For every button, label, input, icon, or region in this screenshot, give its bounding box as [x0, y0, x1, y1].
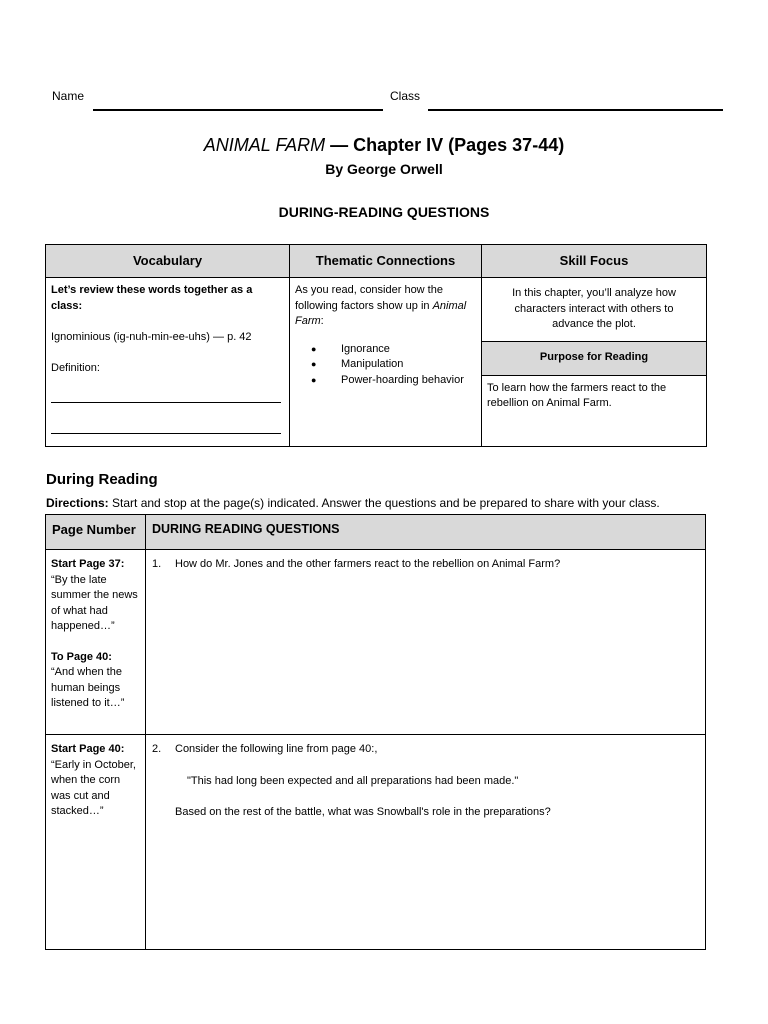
page-range-cell — [46, 735, 146, 950]
purpose-text: To learn how the farmers react to the rebellion on Animal Farm. — [482, 375, 707, 447]
directions: Directions: Start and stop at the page(s) indicated. Answer the questions and be prepared to share with your class. — [46, 496, 660, 510]
name-input-line[interactable] — [93, 109, 383, 111]
thematic-header: Thematic Connections — [290, 245, 482, 278]
questions-table — [45, 514, 706, 950]
start-quote: “Early in October, when the corn was cut and stacked…” — [51, 758, 136, 817]
thematic-cell — [290, 278, 482, 447]
skill-focus-header: Skill Focus — [482, 245, 707, 278]
definition-line-1[interactable] — [51, 402, 281, 403]
vocab-word: Ignominious (ig-nuh-min-ee-uhs) — p. 42 — [51, 331, 252, 343]
question-text: How do Mr. Jones and the other farmers react to the rebellion on Animal Farm? — [175, 558, 561, 570]
table-row — [46, 550, 706, 735]
vocab-intro: Let’s review these words together as a class: — [51, 284, 253, 312]
name-label: Name — [52, 89, 85, 103]
start-page-label: Start Page 37: — [51, 558, 125, 570]
table-row — [46, 735, 706, 950]
title-chapter: — Chapter IV (Pages 37-44) — [325, 135, 565, 155]
questions-header: DURING READING QUESTIONS — [146, 515, 706, 550]
vocabulary-header: Vocabulary — [46, 245, 290, 278]
definition-line-2[interactable] — [51, 433, 281, 434]
followup-question: Based on the rest of the battle, what was Snowball's role in the preparations? — [175, 806, 551, 818]
purpose-header: Purpose for Reading — [482, 341, 707, 375]
question-number: 1. — [152, 558, 162, 570]
question-cell[interactable] — [146, 550, 706, 735]
skill-focus-text: In this chapter, you’ll analyze how characters interact with others to advance the plot. — [482, 278, 707, 342]
list-item: ● Ignorance — [325, 342, 476, 358]
end-quote: “And when the human beings listened to it…” — [51, 666, 125, 709]
section-heading: DURING-READING QUESTIONS — [278, 204, 490, 220]
start-page-label: Start Page 40: — [51, 743, 125, 755]
question-text: Consider the following line from page 40:, — [175, 743, 378, 755]
start-quote: “By the late summer the news of what had happened…” — [51, 573, 138, 632]
byline: By George Orwell — [325, 161, 443, 177]
list-item: ● Manipulation — [325, 357, 476, 373]
list-item: ● Power-hoarding behavior — [325, 373, 476, 389]
definition-label: Definition: — [51, 361, 100, 374]
overview-table — [45, 244, 707, 447]
question-cell[interactable] — [146, 735, 706, 950]
page-range-cell — [46, 550, 146, 735]
question-number: 2. — [152, 743, 162, 755]
thematic-list — [295, 342, 476, 389]
page-number-header: Page Number — [46, 515, 146, 550]
class-label: Class — [390, 89, 421, 103]
class-input-line[interactable] — [428, 109, 723, 111]
during-reading-heading: During Reading — [46, 471, 158, 488]
end-page-label: To Page 40: — [51, 650, 112, 663]
title-book-name: ANIMAL FARM — [203, 135, 326, 155]
quoted-line: "This had long been expected and all preparations had been made." — [187, 774, 519, 787]
document-title — [0, 135, 768, 156]
thematic-intro: As you read, consider how the following factors show up in Animal Farm: — [295, 284, 467, 327]
vocabulary-cell — [46, 278, 290, 447]
